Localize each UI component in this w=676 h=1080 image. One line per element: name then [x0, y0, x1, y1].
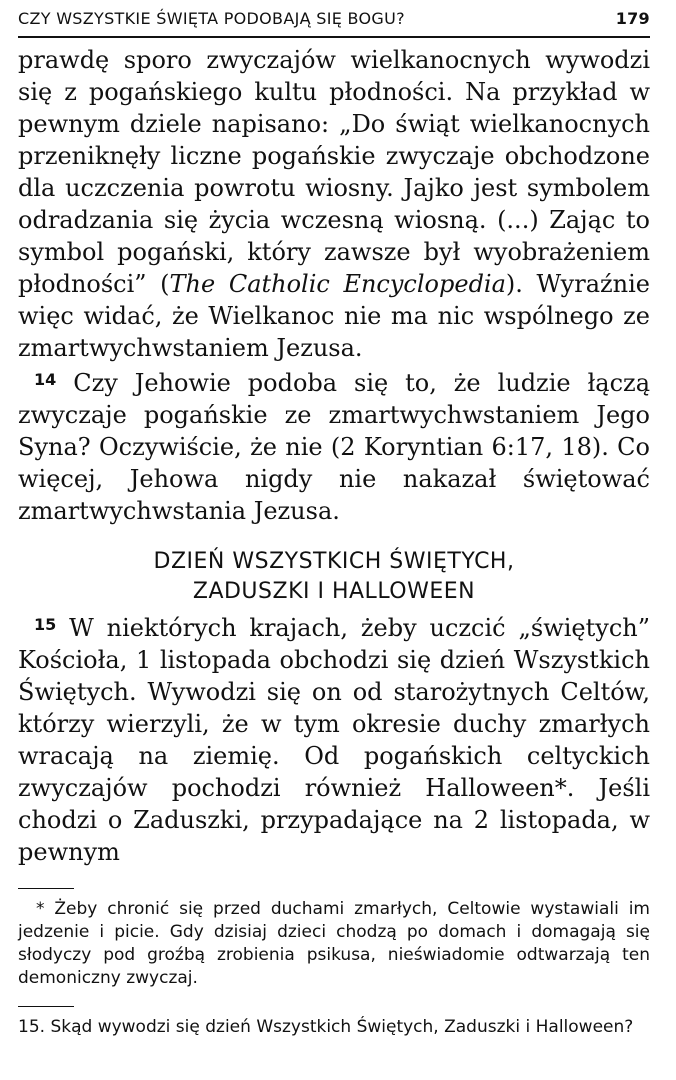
- paragraph-14: [18, 364, 650, 527]
- section-heading-line-1: DZIEŃ WSZYSTKICH ŚWIĘTYCH,: [153, 549, 515, 574]
- footnote-rule: [18, 888, 74, 889]
- chapter-title: CZY WSZYSTKIE ŚWIĘTA PODOBAJĄ SIĘ BOGU?: [18, 9, 405, 28]
- paragraph-14-text: Czy Jehowie podoba się to, że ludzie łączą zwyczaje pogańskie ze zmartwychwstaniem Jego Syna? Oczywiście, że nie (2 Koryntian 6:17, 18). Co więcej, Jehowa nigdy nie nakazał świętować zmartwychwstania Jezusa.: [18, 369, 650, 525]
- footnote: [18, 898, 650, 990]
- main-text: [18, 44, 650, 868]
- review-question-text: 15. Skąd wywodzi się dzień Wszystkich Świętych, Zaduszki i Halloween?: [18, 1017, 634, 1037]
- book-title-italic: The Catholic Encyclopedia: [169, 270, 506, 298]
- page-number: 179: [615, 9, 650, 28]
- book-page: [18, 0, 650, 1080]
- paragraph-13-end: ). Wyraźnie więc widać, że Wielkanoc nie ma nic wspólnego ze zmartwychwstaniem Jezusa.: [18, 270, 650, 362]
- paragraph-number: 14: [34, 370, 57, 389]
- question-rule: [18, 1006, 74, 1007]
- paragraph-13-continued: [18, 44, 650, 364]
- section-heading-line-2: ZADUSZKI I HALLOWEEN: [192, 579, 476, 604]
- review-question: [18, 1016, 650, 1039]
- footnote-text: * Żeby chronić się przed duchami zmarłych, Celtowie wystawiali im jedzenie i picie. Gdy dzisiaj dzieci chodzą po domach i domagają się słodyczy pod groźbą zrobienia psikusa, nieświadomie odtwarzają ten demoniczny zwyczaj.: [18, 899, 650, 988]
- header-rule: [18, 36, 650, 38]
- running-head: [18, 8, 650, 30]
- paragraph-number: 15: [34, 615, 57, 634]
- paragraph-15-text: W niektórych krajach, żeby uczcić „świętych” Kościoła, 1 listopada obchodzi się dzień Wszystkich Świętych. Wywodzi się on od starożytnych Celtów, którzy wierzyli, że w tym okresie duchy zmarłych wracają na ziemię. Od pogańskich celtyckich zwyczajów pochodzi również Halloween*. Jeśli chodzi o Zaduszki, przypadające na 2 listopada, w pewnym: [18, 614, 650, 866]
- paragraph-15: [18, 609, 650, 868]
- paragraph-13-text: prawdę sporo zwyczajów wielkanocnych wywodzi się z pogańskiego kultu płodności. Na przykład w pewnym dziele napisano: „Do świąt wielkanocnych przeniknęły liczne pogańskie zwyczaje obchodzone dla uczczenia powrotu wiosny. Jajko jest symbolem odradzania się życia wczesną wiosną. (...) Zając to symbol pogański, który zawsze był wyobrażeniem płodności” (: [18, 46, 650, 298]
- section-heading: [18, 547, 650, 607]
